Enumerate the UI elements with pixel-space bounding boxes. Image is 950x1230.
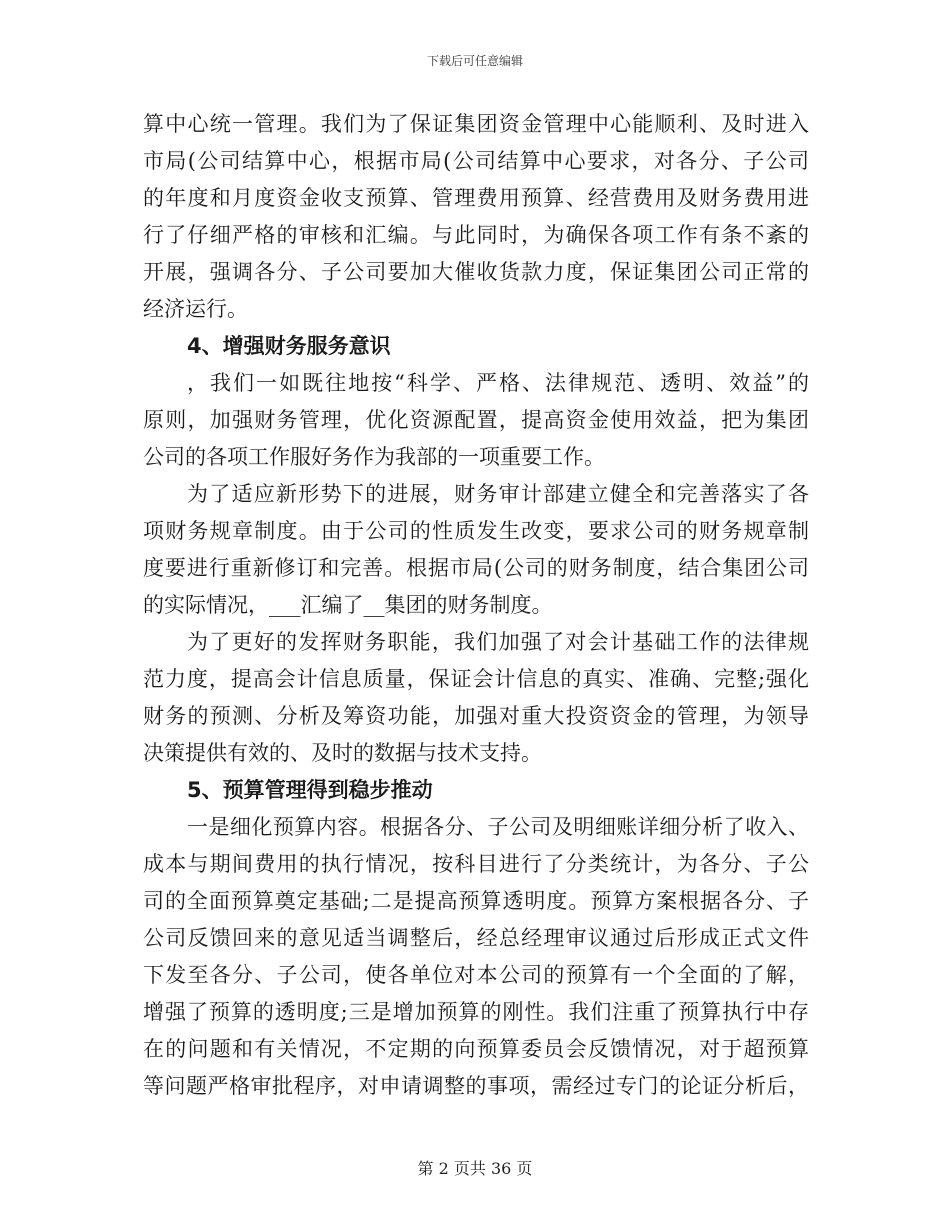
- text-line: 公司的各项工作服好务作为我部的一项重要工作。: [143, 445, 605, 469]
- text-line: 司的全面预算奠定基础;二是提高预算透明度。预算方案根据各分、子: [143, 889, 809, 913]
- text-line: 原则，加强财务管理，优化资源配置，提高资金使用效益，把为集团: [143, 408, 809, 432]
- document-body: [143, 106, 809, 1105]
- page-number: 第 2 页共 36 页: [417, 1159, 533, 1178]
- text-line: 范力度，提高会计信息质量，保证会计信息的真实、准确、完整;强化: [143, 667, 809, 691]
- text-line: 在的问题和有关情况，不定期的向预算委员会反馈情况，对于超预算: [143, 1037, 809, 1061]
- text-line: 项财务规章制度。由于公司的性质发生改变，要求公司的财务规章制: [143, 519, 809, 543]
- text-line: 决策提供有效的、及时的数据与技术支持。: [143, 741, 542, 765]
- text-line: 公司反馈回来的意见适当调整后，经总经理审议通过后形成正式文件: [143, 926, 809, 950]
- text-line: 下发至各分、子公司，使各单位对本公司的预算有一个全面的了解，: [143, 963, 809, 987]
- text-line: 为了适应新形势下的进展，财务审计部建立健全和完善落实了各: [187, 482, 809, 506]
- text-line: 增强了预算的透明度;三是增加预算的刚性。我们注重了预算执行中存: [143, 1000, 809, 1024]
- text-line: 开展，强调各分、子公司要加大催收货款力度，保证集团公司正常的: [143, 260, 809, 284]
- text-line: 一是细化预算内容。根据各分、子公司及明细账详细分析了收入、: [187, 815, 809, 839]
- section-heading: 5、预算管理得到稳步推动: [187, 778, 433, 802]
- text-line: 成本与期间费用的执行情况，按科目进行了分类统计，为各分、子公: [143, 852, 809, 876]
- section-heading: 4、增强财务服务意识: [187, 334, 391, 358]
- text-line: 市局(公司结算中心，根据市局(公司结算中心要求，对各分、子公司: [143, 149, 809, 173]
- text-line: 的年度和月度资金收支预算、管理费用预算、经营费用及财务费用进: [143, 186, 809, 210]
- text-line: 的实际情况，___汇编了__集团的财务制度。: [143, 593, 553, 617]
- text-line: 算中心统一管理。我们为了保证集团资金管理中心能顺利、及时进入: [143, 112, 809, 136]
- text-line: 为了更好的发挥财务职能，我们加强了对会计基础工作的法律规: [187, 630, 809, 654]
- page-header-note: 下载后可任意编辑: [426, 54, 523, 68]
- text-line: 经济运行。: [143, 297, 248, 321]
- text-line: 行了仔细严格的审核和汇编。与此同时，为确保各项工作有条不紊的: [143, 223, 809, 247]
- text-line: 财务的预测、分析及筹资功能，加强对重大投资资金的管理，为领导: [143, 704, 809, 728]
- text-line: 等问题严格审批程序，对申请调整的事项，需经过专门的论证分析后，: [143, 1074, 809, 1098]
- text-line: 度要进行重新修订和完善。根据市局(公司的财务制度，结合集团公司: [143, 556, 809, 580]
- text-line: ，我们一如既往地按“科学、严格、法律规范、透明、效益”的: [187, 371, 809, 395]
